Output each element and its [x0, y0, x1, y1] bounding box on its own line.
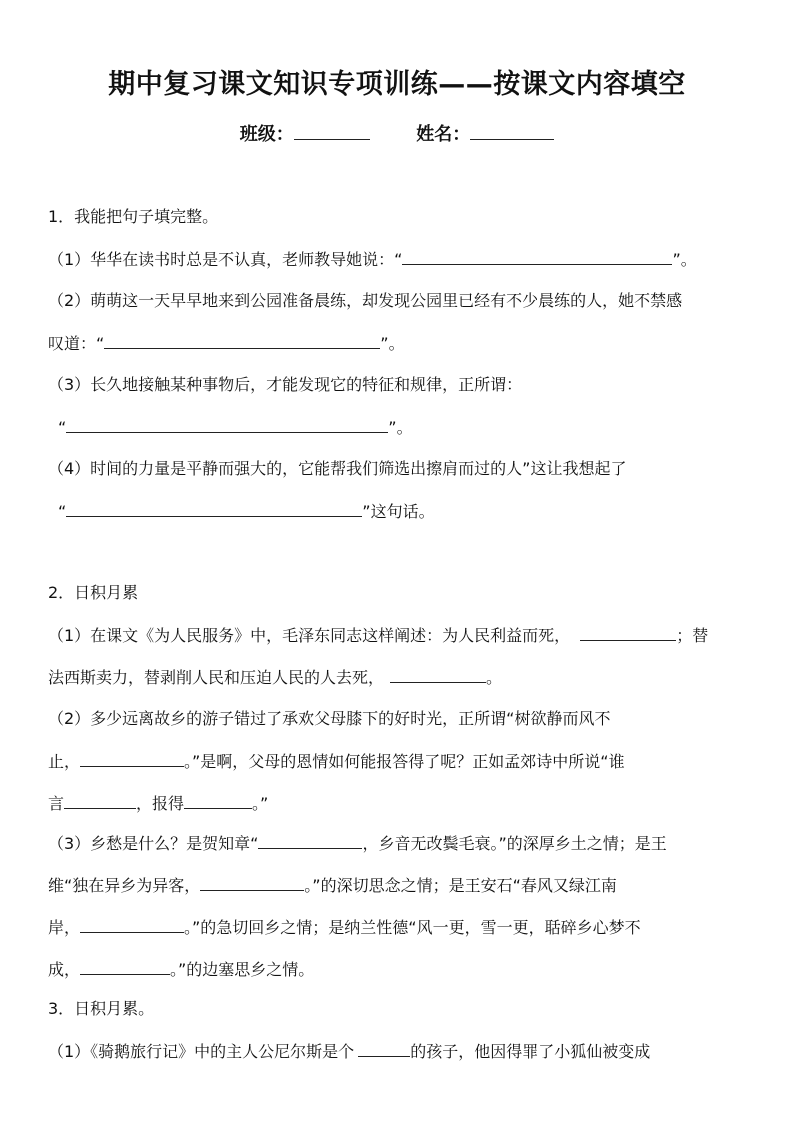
answer-blank[interactable] — [80, 916, 184, 933]
question-2-2-cont: 止， 。”是啊，父母的恩情如何能报答得了呢？正如孟郊诗中所说“谁 — [48, 752, 625, 771]
answer-blank[interactable] — [258, 832, 362, 849]
answer-blank[interactable] — [390, 666, 486, 683]
question-1-2-cont: 叹道：“ ”。 — [48, 334, 405, 353]
answer-blank[interactable] — [64, 792, 136, 809]
question-1-4: （4）时间的力量是平静而强大的，它能帮我们筛选出擦肩而过的人”这让我想起了 — [48, 459, 627, 478]
question-1-1: （1）华华在读书时总是不认真，老师教导她说：“ ”。 — [48, 250, 697, 269]
question-2-3-cont: 维“独在异乡为异客， 。”的深切思念之情；是王安石“春风又绿江南 — [48, 876, 617, 895]
question-3-heading: 3．日积月累。 — [48, 999, 155, 1018]
page-title: 期中复习课文知识专项训练——按课文内容填空 — [108, 69, 686, 100]
question-2-1-cont: 法西斯卖力，替剥削人民和压迫人民的人去死， 。 — [48, 668, 503, 687]
question-2-2: （2）多少远离故乡的游子错过了承欢父母膝下的好时光，正所谓“树欲静而风不 — [48, 709, 611, 728]
question-2-3-cont2: 岸， 。”的急切回乡之情；是纳兰性德“风一更，雪一更，聒碎乡心梦不 — [48, 918, 641, 937]
question-1-4-cont: “ ”这句话。 — [58, 502, 435, 521]
question-2-3: （3）乡愁是什么？是贺知章“ ，乡音无改鬓毛衰。”的深厚乡土之情；是王 — [48, 834, 667, 853]
question-1-3: （3）长久地接触某种事物后，才能发现它的特征和规律，正所谓： — [48, 375, 523, 394]
question-1-2: （2）萌萌这一天早早地来到公园准备晨练，却发现公园里已经有不少晨练的人，她不禁感 — [48, 291, 683, 310]
answer-blank[interactable] — [200, 874, 304, 891]
class-label: 班级： — [239, 124, 294, 145]
answer-blank[interactable] — [580, 624, 676, 641]
question-2-1: （1）在课文《为人民服务》中，毛泽东同志这样阐述：为人民利益而死， ；替 — [48, 626, 709, 645]
class-blank[interactable] — [294, 125, 370, 140]
answer-blank[interactable] — [358, 1040, 410, 1057]
question-2-2-cont2: 言 ，报得 。” — [48, 794, 269, 813]
name-label: 姓名： — [416, 124, 471, 145]
answer-blank[interactable] — [80, 750, 184, 767]
answer-blank[interactable] — [80, 958, 170, 975]
answer-blank[interactable] — [402, 248, 672, 265]
question-1-heading: 1．我能把句子填完整。 — [48, 207, 219, 226]
question-2-heading: 2．日积月累 — [48, 583, 139, 602]
question-2-3-cont3: 成， 。”的边塞思乡之情。 — [48, 960, 315, 979]
name-blank[interactable] — [470, 125, 554, 140]
question-1-3-cont: “ ”。 — [58, 418, 413, 437]
student-info-row — [0, 120, 794, 146]
answer-blank[interactable] — [184, 792, 252, 809]
answer-blank[interactable] — [66, 500, 362, 517]
answer-blank[interactable] — [104, 332, 380, 349]
answer-blank[interactable] — [66, 416, 388, 433]
question-3-1: （1）《骑鹅旅行记》中的主人公尼尔斯是个 的孩子，他因得罪了小狐仙被变成 — [48, 1042, 651, 1061]
